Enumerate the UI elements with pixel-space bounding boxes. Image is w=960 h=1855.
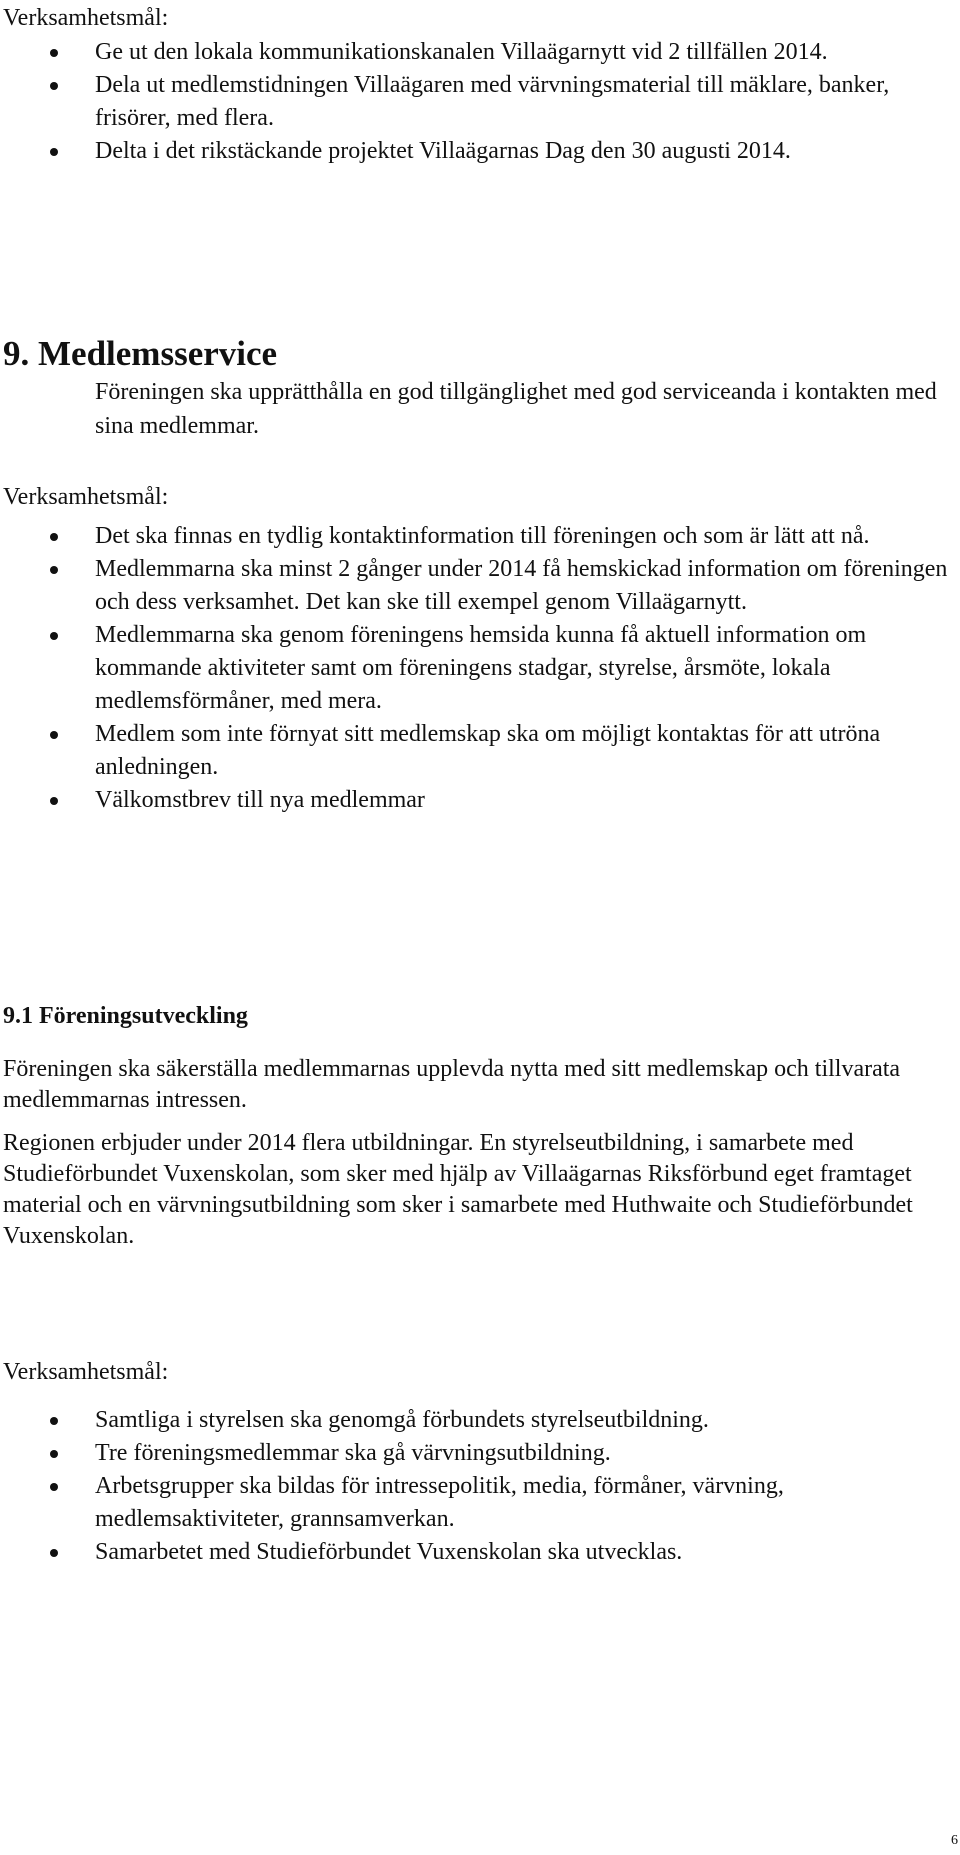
goals-label-2: Verksamhetsmål:: [3, 484, 169, 510]
list-item: Välkomstbrev till nya medlemmar: [0, 784, 950, 817]
goals-label-1: Verksamhetsmål:: [3, 5, 169, 31]
bullet-icon: [50, 731, 58, 739]
goals-list-3: [0, 1404, 950, 1569]
page-number: 6: [951, 1833, 958, 1848]
bullet-icon: [50, 632, 58, 640]
bullet-icon: [50, 1549, 58, 1557]
bullet-icon: [50, 148, 58, 156]
bullet-icon: [50, 49, 58, 57]
paragraph-foreningsutveckling-2: Regionen erbjuder under 2014 flera utbildningar. En styrelseutbildning, i samarbete med Studieförbundet Vuxenskolan, som sker med hjälp av Villaägarnas Riksförbund eget framtaget material och en värvningsutbildning som sker i samarbete med Huthwaite och Studieförbundet Vuxenskolan.: [3, 1130, 913, 1249]
bullet-icon: [50, 1450, 58, 1458]
bullet-icon: [50, 533, 58, 541]
goals-list-1: [0, 36, 950, 168]
bullet-icon: [50, 1417, 58, 1425]
list-item: Samarbetet med Studieförbundet Vuxenskolan ska utvecklas.: [0, 1536, 950, 1569]
list-item: Delta i det rikstäckande projektet Villaägarnas Dag den 30 augusti 2014.: [0, 135, 950, 168]
bullet-icon: [50, 797, 58, 805]
goals-list-2: [0, 520, 950, 817]
list-item: Medlemmarna ska minst 2 gånger under 2014 få hemskickad information om föreningen och dess verksamhet. Det kan ske till exempel genom Villaägarnytt.: [0, 553, 950, 619]
list-item: Medlemmarna ska genom föreningens hemsida kunna få aktuell information om kommande aktiviteter samt om föreningens stadgar, styrelse, årsmöte, lokala medlemsförmåner, med mera.: [0, 619, 950, 718]
list-item: Ge ut den lokala kommunikationskanalen Villaägarnytt vid 2 tillfällen 2014.: [0, 36, 950, 69]
paragraph-foreningsutveckling-1: Föreningen ska säkerställa medlemmarnas upplevda nytta med sitt medlemskap och tillvarata medlemmarnas intressen.: [3, 1056, 901, 1113]
list-item: Tre föreningsmedlemmar ska gå värvningsutbildning.: [0, 1437, 950, 1470]
list-item: Det ska finnas en tydlig kontaktinformation till föreningen och som är lätt att nå.: [0, 520, 950, 553]
bullet-icon: [50, 566, 58, 574]
section-heading-medlemsservice: 9. Medlemsservice: [3, 334, 278, 373]
bullet-icon: [50, 1483, 58, 1491]
section-heading-foreningsutveckling: 9.1 Föreningsutveckling: [3, 1003, 248, 1029]
goals-label-3: Verksamhetsmål:: [3, 1359, 169, 1385]
list-item: Arbetsgrupper ska bildas för intressepolitik, media, förmåner, värvning, medlemsaktiviteter, grannsamverkan.: [0, 1470, 950, 1536]
section-intro-medlemsservice: Föreningen ska upprätthålla en god tillgänglighet med god serviceanda i kontakten med sina medlemmar.: [95, 379, 937, 439]
list-item: Samtliga i styrelsen ska genomgå förbundets styrelseutbildning.: [0, 1404, 950, 1437]
bullet-icon: [50, 82, 58, 90]
list-item: Medlem som inte förnyat sitt medlemskap ska om möjligt kontaktas för att utröna anledningen.: [0, 718, 950, 784]
list-item: Dela ut medlemstidningen Villaägaren med värvningsmaterial till mäklare, banker, frisörer, med flera.: [0, 69, 950, 135]
